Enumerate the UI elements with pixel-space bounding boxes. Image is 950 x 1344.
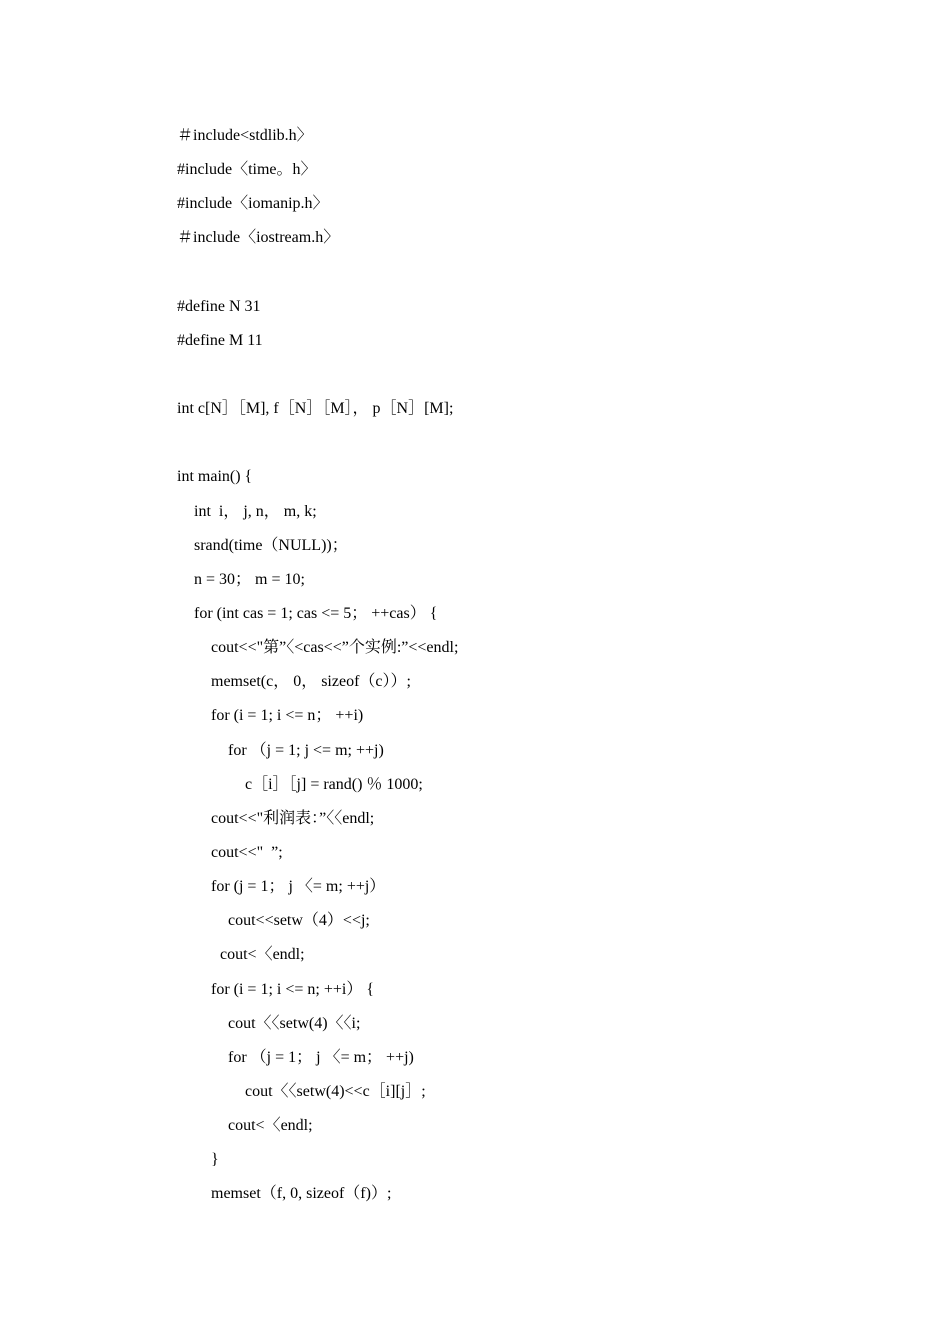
code-line: n = 30； m = 10; — [194, 570, 305, 588]
code-line: cout〈〈setw(4)〈〈i; — [228, 1014, 361, 1032]
code-line: memset（f, 0, sizeof（f)）; — [211, 1185, 392, 1203]
code-line: for (int cas = 1; cas <= 5； ++cas） { — [194, 604, 438, 622]
blank-line — [177, 364, 877, 398]
code-line: #include〈iomanip.h〉 — [177, 195, 329, 213]
code-line: cout〈〈setw(4)<<c［i][j］; — [245, 1082, 426, 1100]
code-line: cout<〈endl; — [228, 1117, 313, 1135]
code-line: for （j = 1； j 〈= m； ++j) — [228, 1048, 414, 1066]
code-line: #define N 31 — [177, 297, 261, 315]
code-line: memset(c， 0， sizeof（c））; — [211, 673, 411, 691]
blank-line — [177, 432, 877, 466]
code-line: for （j = 1; j <= m; ++j) — [228, 741, 384, 759]
code-line: cout<<"利润表：”〈〈endl; — [211, 809, 375, 827]
code-line: cout<<setw（4）<<j; — [228, 912, 370, 930]
code-line: for (j = 1； j 〈= m; ++j） — [211, 878, 386, 896]
code-line: for (i = 1; i <= n； ++i) — [211, 707, 364, 725]
blank-line — [177, 262, 877, 296]
code-line: for (i = 1; i <= n; ++i） { — [211, 980, 375, 998]
code-line: c［i］［j] = rand() ％ 1000; — [245, 775, 423, 793]
code-line: int i， j, n， m, k; — [194, 502, 317, 520]
code-line: ＃include〈iostream.h〉 — [177, 229, 340, 247]
code-line: srand(time（NULL))； — [194, 536, 348, 554]
code-line: #define M 11 — [177, 331, 263, 349]
code-line: #include〈time。h〉 — [177, 161, 317, 179]
code-line: cout<〈endl; — [220, 946, 305, 964]
code-listing — [177, 125, 877, 1218]
code-line: ＃include<stdlib.h〉 — [177, 127, 313, 144]
code-line: } — [211, 1151, 219, 1169]
code-line: cout<<"第”〈<cas<<”个实例:”<<endl; — [211, 639, 459, 657]
code-line: int main() { — [177, 468, 253, 486]
code-line: cout<<" ”; — [211, 843, 283, 861]
code-line: int c[N］［M], f［N］［M］， p［N］[M]; — [177, 400, 454, 418]
